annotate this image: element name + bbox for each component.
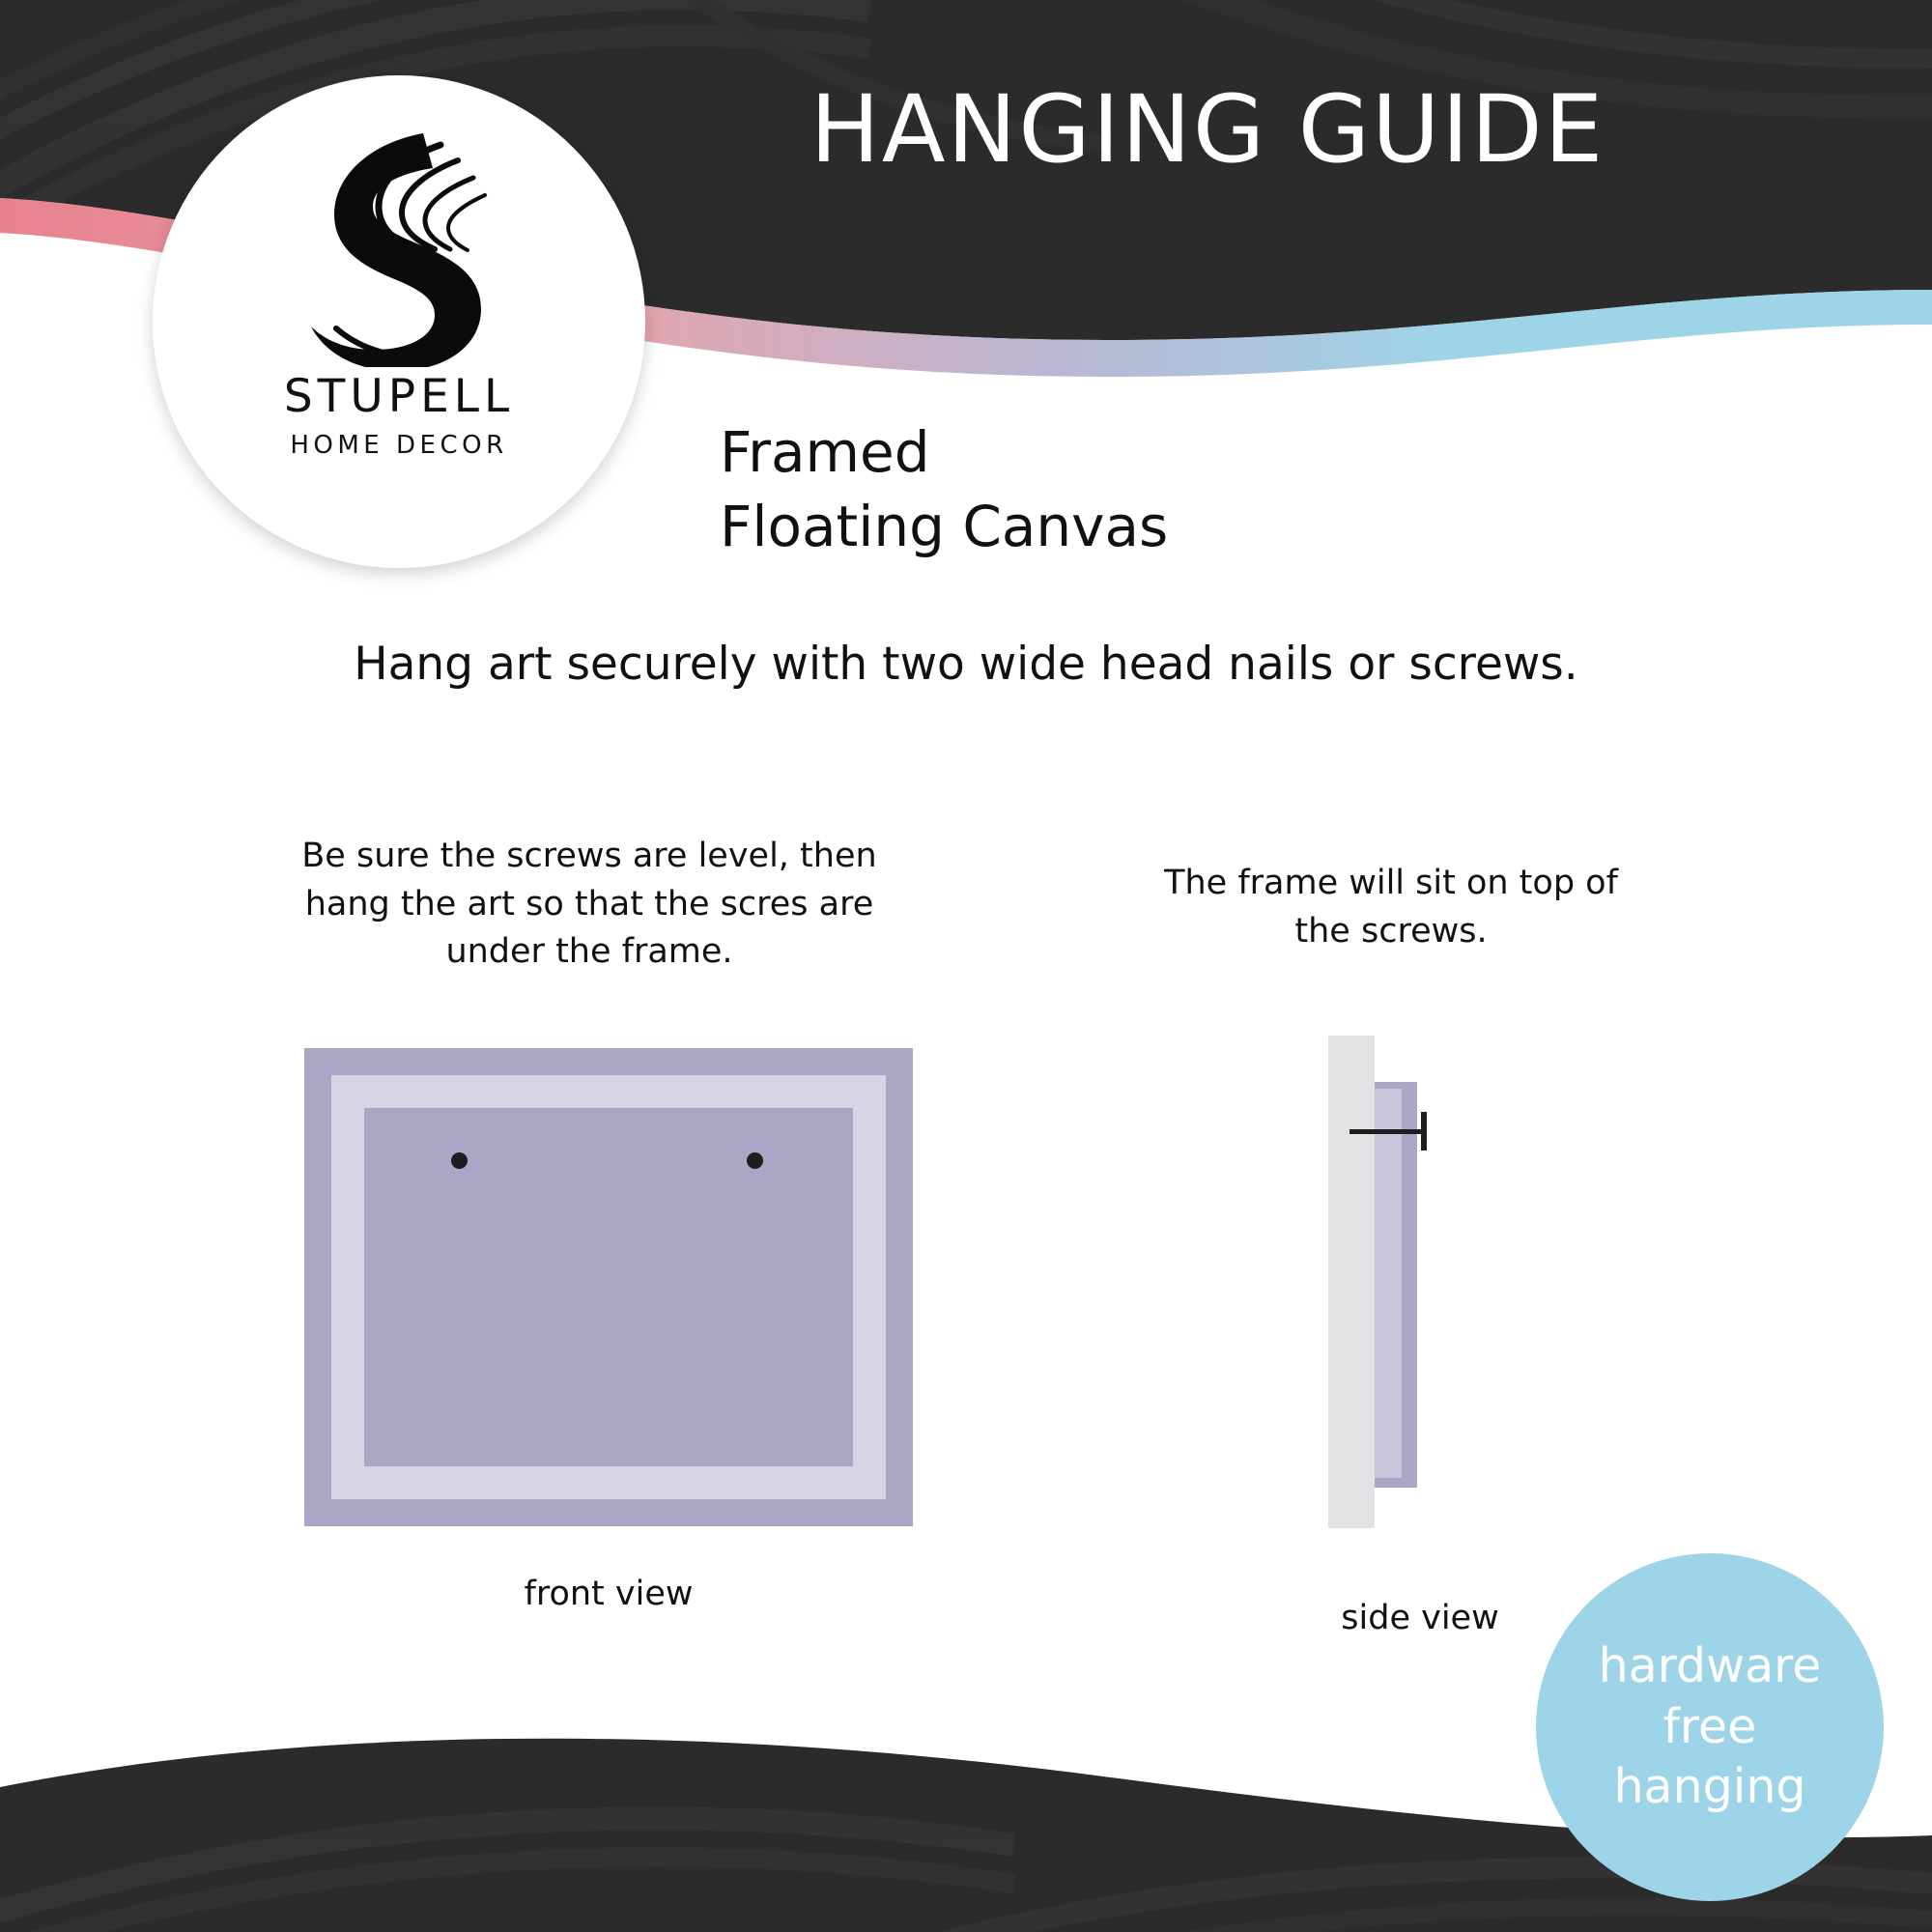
canvas-face xyxy=(364,1108,853,1466)
brand-logo-badge xyxy=(153,75,645,568)
front-view-diagram xyxy=(304,1048,913,1526)
product-title-line-1: Framed xyxy=(720,419,930,485)
hardware-free-badge xyxy=(1536,1553,1884,1901)
side-view-caption: The frame will sit on top of the screws. xyxy=(1164,864,1618,951)
product-title xyxy=(720,415,1454,563)
main-instruction: Hang art securely with two wide head nails or screws. xyxy=(354,638,1578,691)
stupell-swoosh-logo-icon xyxy=(278,126,520,367)
side-view-label: side view xyxy=(1341,1599,1499,1637)
page-title: HANGING GUIDE xyxy=(810,75,1605,184)
side-view-diagram xyxy=(1328,1036,1541,1528)
canvas-side-profile xyxy=(1375,1089,1402,1478)
front-view-label: front view xyxy=(524,1575,694,1613)
badge-line-2: free xyxy=(1662,1698,1757,1754)
screw-shaft xyxy=(1350,1129,1425,1134)
badge-line-3: hanging xyxy=(1613,1759,1806,1815)
product-title-line-2: Floating Canvas xyxy=(720,493,1169,559)
badge-line-1: hardware xyxy=(1598,1637,1822,1693)
screw-head xyxy=(1421,1112,1427,1151)
screw-marker-right xyxy=(747,1152,763,1169)
brand-tagline: HOME DECOR xyxy=(290,431,508,460)
wall-surface xyxy=(1328,1036,1375,1528)
screw-marker-left xyxy=(451,1152,468,1169)
badge-text xyxy=(1599,1636,1822,1818)
brand-name: STUPELL xyxy=(283,370,515,423)
front-view-caption: Be sure the screws are level, then hang the art so that the scres are under the frame. xyxy=(301,837,877,972)
